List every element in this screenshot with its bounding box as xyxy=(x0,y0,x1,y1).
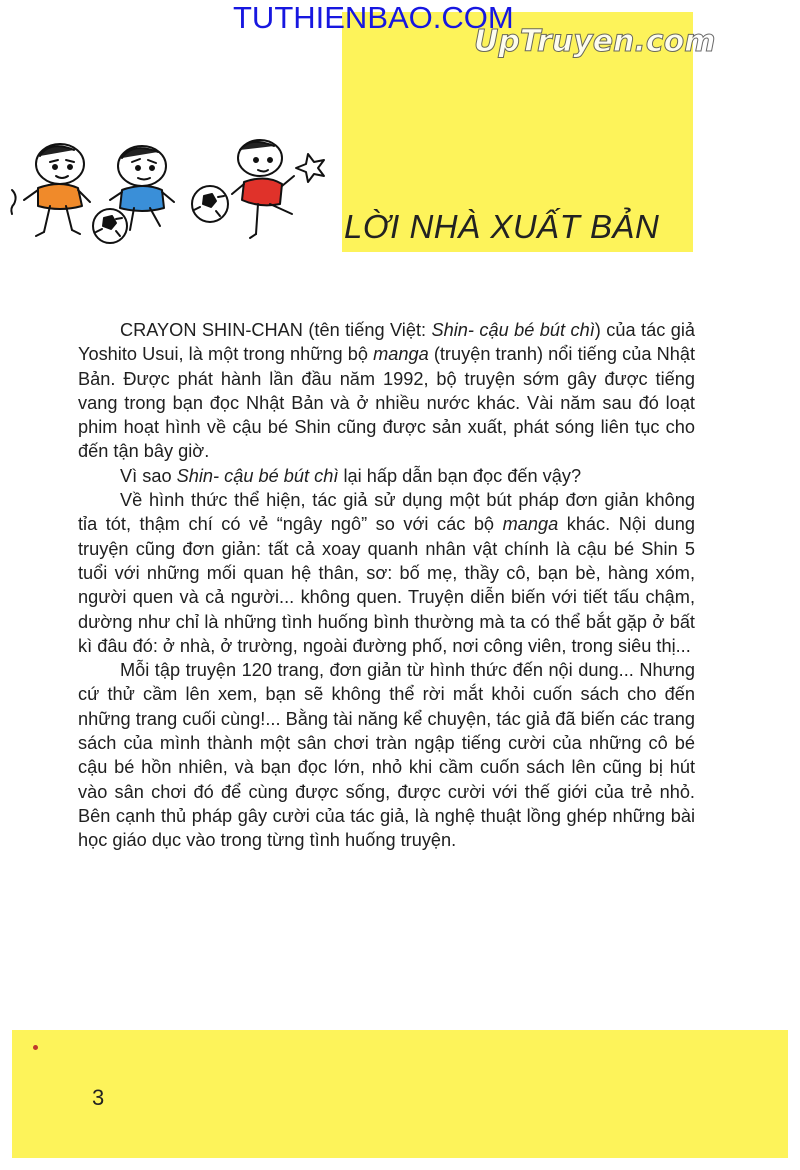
text-run: (truyện tranh) nổi tiếng của Nhật Bản. Được phát hành lần đầu năm 1992, bộ truyện sớm gây được tiếng vang trong bạn đọc Nhật Bản và ở nhiều nước khác. Vài năm sau đó loạt phim hoạt hình về cậu bé Shin cũng được sản xuất, phát sóng liên tục cho đến tận bây giờ. xyxy=(78,344,695,462)
text-run: khác. Nội dung truyện cũng đơn giản: tất cả xoay quanh nhân vật chính là cậu bé Shin 5 tuổi với những mối quan hệ thân, sơ: bố mẹ, thầy cô, bạn bè, hàng xóm, người quen và cả người... không quen. Truyện diễn biến với tiết tấu chậm, dường như chỉ là những tình huống bình thường mà ta có thể bắt gặp ở bất kì đâu đó: ở nhà, ở trường, ngoài đường phố, nơi công viên, trong siêu thị... xyxy=(78,514,695,656)
uptruyen-watermark: UpTruyen.com xyxy=(474,24,716,59)
italic-run: manga xyxy=(373,344,429,365)
italic-run: Shin- cậu bé bút chì xyxy=(176,465,339,486)
bottom-yellow-band xyxy=(12,1030,788,1158)
site-watermark[interactable]: TUTHIENBAO.COM xyxy=(233,0,514,35)
body-text xyxy=(78,318,695,853)
paragraph-3 xyxy=(78,488,695,658)
shin-chan-soccer-illustration-icon xyxy=(8,138,334,254)
red-speck xyxy=(33,1045,38,1050)
soccer-ball-1 xyxy=(93,209,127,243)
shin-figure-orange xyxy=(24,144,90,236)
text-run: Về hình thức thể hiện, tác giả sử dụng một bút pháp đơn giản không tỉa tót, thậm chí có vẻ “ngây ngô” so với các bộ xyxy=(78,490,695,535)
paragraph-2 xyxy=(78,464,695,488)
shin-figure-red xyxy=(232,140,294,238)
text-run: lại hấp dẫn bạn đọc đến vậy? xyxy=(338,465,582,486)
page-number: 3 xyxy=(92,1085,105,1110)
text-run: Vì sao xyxy=(120,465,177,486)
italic-run: manga xyxy=(502,514,559,535)
paragraph-1 xyxy=(78,318,695,464)
text-run: CRAYON SHIN-CHAN (tên tiếng Việt: xyxy=(120,320,432,340)
soccer-ball-2 xyxy=(192,186,228,222)
italic-run: Shin- cậu bé bút chì xyxy=(431,320,595,340)
paragraph-4 xyxy=(78,658,695,852)
impact-star-icon xyxy=(296,154,324,182)
text-run: Mỗi tập truyện 120 trang, đơn giản từ hình thức đến nội dung... Nhưng cứ thử cầm lên xem, bạn sẽ không thể rời mắt khỏi cuốn sách cho đến những trang cuối cùng!... Bằng tài năng kể chuyện, tác giả đã biến các trang sách của mình thành một sân chơi tràn ngập tiếng cười của những cô bé cậu bé hồn nhiên, và bạn đọc lớn, nhỏ khi cầm cuốn sách lên cũng bị hút vào sân chơi đó để cùng được sống, được cười với thế giới của trẻ nhỏ. Bên cạnh thủ pháp gây cười của tác giả, là nghệ thuật lồng ghép những bài học giáo dục vào trong từng tình huống truyện. xyxy=(78,660,695,851)
text-run: ) của tác giả Yoshito Usui, là một trong những bộ xyxy=(78,320,695,365)
section-heading: LỜI NHÀ XUẤT BẢN xyxy=(344,208,660,245)
